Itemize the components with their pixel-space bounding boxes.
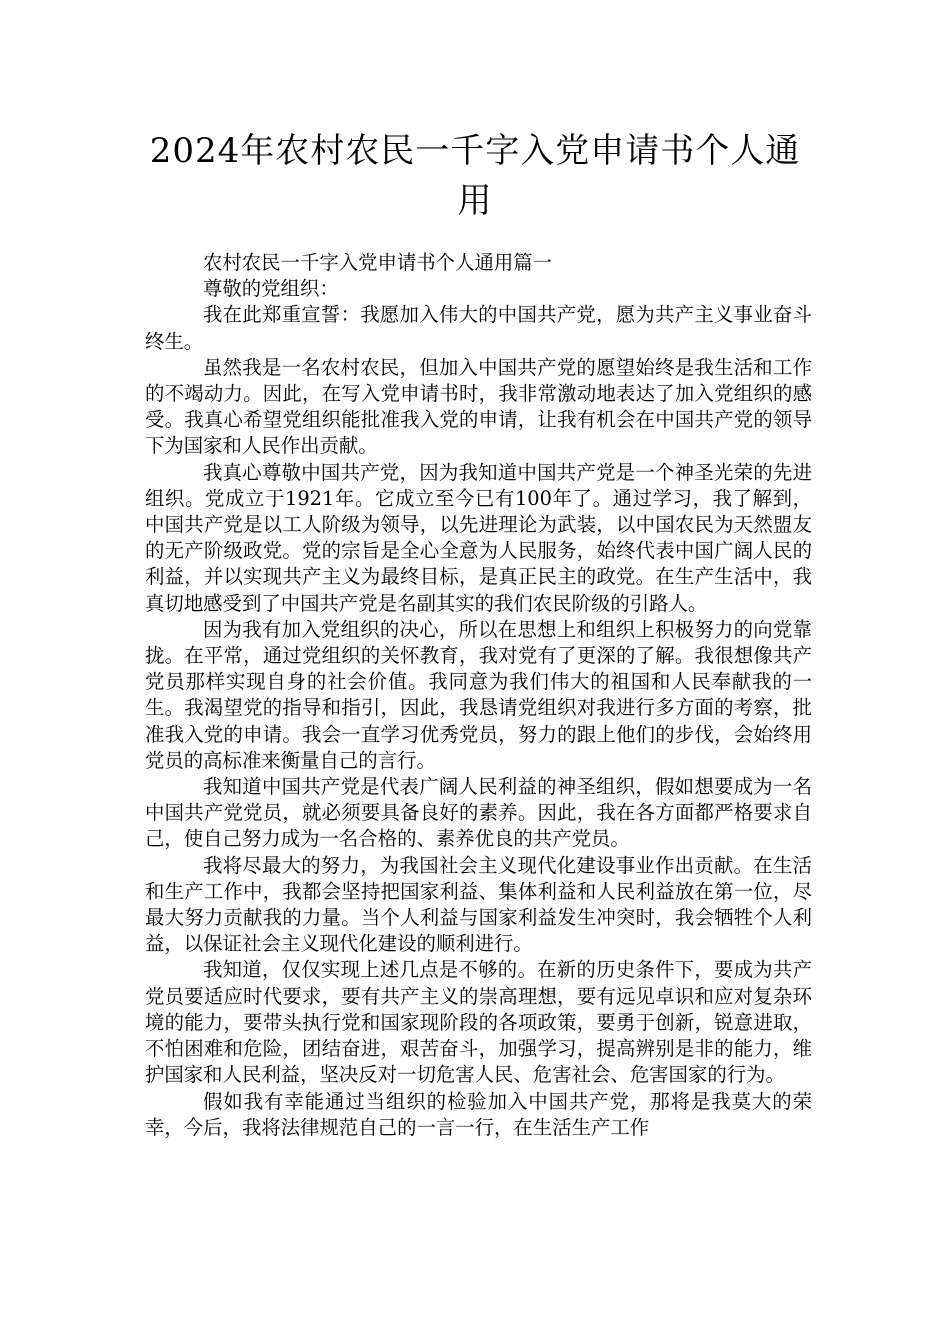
paragraph-requirements: 我知道，仅仅实现上述几点是不够的。在新的历史条件下，要成为共产党员要适应时代要求，要有共产主义的崇高理想，要有远见卓识和应对复杂环境的能力，要带头执行党和国家现阶段的各项政策，要勇于创新，锐意进取，不怕困难和危险，团结奋进，艰苦奋斗，加强学习，提高辨别是非的能力，维护国家和人民利益，坚决反对一切危害人民、危害社会、危害国家的行为。 <box>145 958 812 1087</box>
paragraph-qualities: 我知道中国共产党是代表广阔人民利益的神圣组织，假如想要成为一名中国共产党党员，就必须要具备良好的素养。因此，我在各方面都严格要求自己，使自己努力成为一名合格的、素养优良的共产党员。 <box>145 775 812 851</box>
paragraph-party-history: 我真心尊敬中国共产党，因为我知道中国共产党是一个神圣光荣的先进组织。党成立于1921年。它成立至今已有100年了。通过学习，我了解到，中国共产党是以工人阶级为领导，以先进理论为武装，以中国农民为天然盟友的无产阶级政党。党的宗旨是全心全意为人民服务，始终代表中国广阔人民的利益，并以实现共产主义为最终目标，是真正民主的政党。在生产生活中，我真切地感受到了中国共产党是名副其实的我们农民阶级的引路人。 <box>145 460 812 615</box>
salutation: 尊敬的党组织： <box>203 277 339 301</box>
paragraph-oath: 我在此郑重宣誓：我愿加入伟大的中国共产党，愿为共产主义事业奋斗终生。 <box>145 303 812 353</box>
paragraph-determination: 因为我有加入党组织的决心，所以在思想上和组织上积极努力的向党靠拢。在平常，通过党组织的关怀教育，我对党有了更深的了解。我很想像共产党员那样实现自身的社会价值。我同意为我们伟大的祖国和人民奉献我的一生。我渴望党的指导和指引，因此，我恳请党组织对我进行多方面的考察，批准我入党的申请。我会一直学习优秀党员，努力的跟上他们的步伐，会始终用党员的高标准来衡量自己的言行。 <box>145 617 812 772</box>
section-heading: 农村农民一千字入党申请书个人通用篇一 <box>203 251 553 274</box>
paragraph-contribution: 我将尽最大的努力，为我国社会主义现代化建设事业作出贡献。在生活和生产工作中，我都会坚持把国家利益、集体利益和人民利益放在第一位，尽最大努力贡献我的力量。当个人利益与国家利益发生冲突时，我会牺牲个人利益，以保证社会主义现代化建设的顺利进行。 <box>145 853 812 956</box>
paragraph-honor: 假如我有幸能通过当组织的检验加入中国共产党，那将是我莫大的荣幸，今后，我将法律规范自己的一言一行，在生活生产工作 <box>145 1089 812 1139</box>
document-title: 2024年农村农民一千字入党申请书个人通用 <box>149 131 801 221</box>
paragraph-motivation: 虽然我是一名农村农民，但加入中国共产党的愿望始终是我生活和工作的不竭动力。因此，在写入党申请书时，我非常激动地表达了加入党组织的感受。我真心希望党组织能批准我入党的申请，让我有机会在中国共产党的领导下为国家和人民作出贡献。 <box>145 355 812 458</box>
document-body <box>145 250 812 1141</box>
